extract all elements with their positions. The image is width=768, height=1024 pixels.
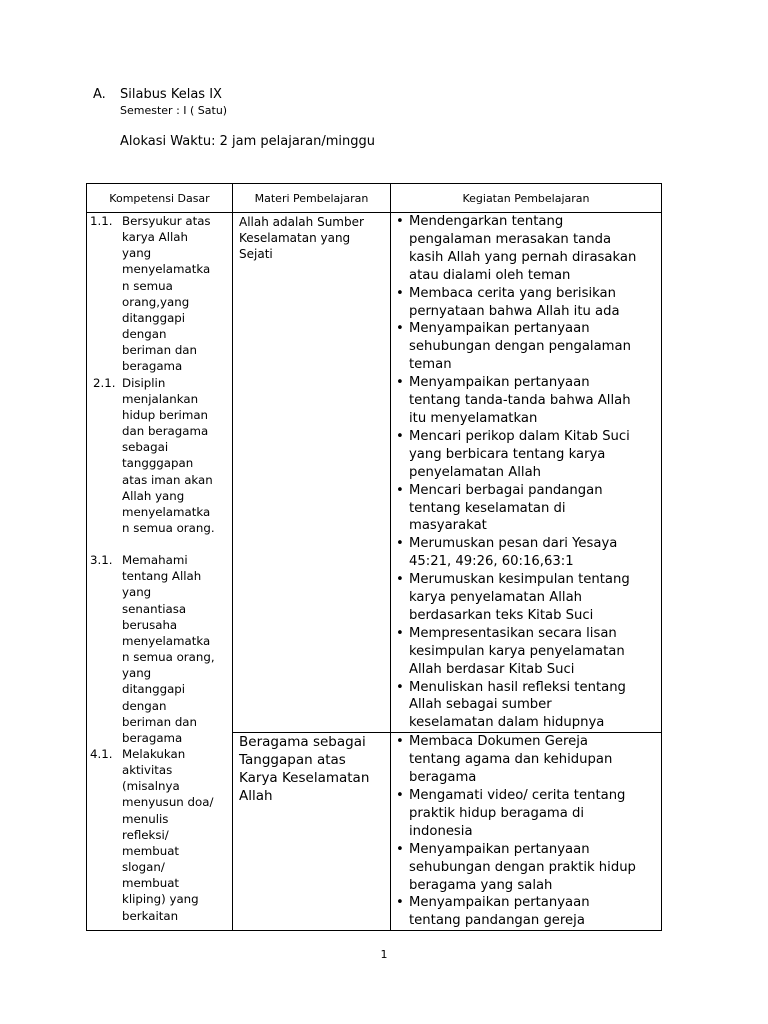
text-line: membuat <box>122 843 180 858</box>
text-line: tentang Allah <box>122 569 202 584</box>
text-line: tentang tanda-tanda bahwa Allah <box>409 393 631 409</box>
text-line: Allah yang <box>122 488 185 503</box>
text-line: menjalankan <box>122 391 199 406</box>
list-item <box>396 535 661 571</box>
text-line: n semua orang. <box>122 520 215 535</box>
text-line: Bersyukur atas <box>122 214 211 228</box>
kompetensi-list <box>87 213 232 924</box>
text-line: Merumuskan kesimpulan tentang <box>409 572 630 588</box>
text-line: Mengamati video/ cerita tentang <box>409 788 626 803</box>
materi-cell <box>233 733 391 931</box>
text-line: kesimpulan karya penyelamatan <box>409 643 625 659</box>
list-item <box>396 285 661 321</box>
list-item <box>396 733 661 787</box>
text-line: Allah berdasar Kitab Suci <box>409 661 575 677</box>
text-line: pengalaman merasakan tanda <box>409 231 612 247</box>
list-item <box>396 482 661 536</box>
text-line: aktivitas <box>122 763 173 778</box>
text-line: masyarakat <box>409 518 487 534</box>
time-allocation: Alokasi Waktu: 2 jam pelajaran/minggu <box>120 134 375 149</box>
text-line: menyusun doa/ <box>122 795 214 810</box>
text-line: Karya Keselamatan <box>239 770 370 787</box>
list-item <box>396 894 661 930</box>
text-line: menyelamatka <box>122 262 211 277</box>
text-line: kliping) yang <box>122 892 199 907</box>
text-line: dengan <box>122 327 167 342</box>
text-line: Allah adalah Sumber <box>239 215 364 229</box>
text-line: sehubungan dengan pengalaman <box>409 339 631 355</box>
text-line: karya Allah <box>122 230 188 245</box>
text-line: kasih Allah yang pernah dirasakan <box>409 249 637 265</box>
text-line: karya penyelamatan Allah <box>409 590 583 606</box>
text-line: itu menyelamatkan <box>409 410 538 426</box>
list-item <box>396 320 661 374</box>
text-line: menulis <box>122 811 169 826</box>
text-line: beriman dan <box>122 343 198 358</box>
header-kegiatan-pembelajaran: Kegiatan Pembelajaran <box>391 184 662 213</box>
list-item <box>396 841 661 895</box>
text-line: yang <box>122 585 152 600</box>
text-line: sehubungan dengan praktik hidup <box>409 859 636 875</box>
text-line: Allah sebagai sumber <box>409 697 552 713</box>
text-line: Menyampaikan pertanyaan <box>409 841 590 857</box>
text-line: keselamatan dalam hidupnya <box>409 715 605 731</box>
text-line: yang <box>122 246 152 261</box>
bullet-icon: • <box>396 214 404 229</box>
text-line: membuat <box>122 876 180 891</box>
text-line: Keselamatan yang <box>239 231 351 245</box>
text-line: Menyampaikan pertanyaan <box>409 375 590 391</box>
text-line: beragama yang salah <box>409 877 553 893</box>
kompetensi-item <box>87 213 232 375</box>
text-line: Beragama sebagai <box>239 734 366 751</box>
materi-cell <box>233 213 391 733</box>
text-line: Tanggapan atas <box>239 752 346 769</box>
text-line: Membaca cerita yang berisikan <box>409 285 616 301</box>
bullet-icon: • <box>396 625 404 641</box>
text-line: Menuliskan hasil refleksi tentang <box>409 679 626 695</box>
list-item <box>396 787 661 841</box>
text-line: ditanggapi <box>122 310 186 325</box>
text-line: tentang keselamatan di <box>409 500 566 516</box>
text-line: ditanggapi <box>122 682 186 697</box>
text-line: yang berbicara tentang karya <box>409 446 606 462</box>
text-line: tentang pandangan gereja <box>409 913 585 929</box>
kegiatan-cell <box>391 213 662 733</box>
text-line: tangggapan <box>122 456 194 471</box>
spacer <box>87 536 232 552</box>
bullet-icon: • <box>396 375 404 391</box>
bullet-icon: • <box>396 536 404 552</box>
text-line: atau dialami oleh teman <box>409 267 571 283</box>
text-line: senantiasa <box>122 601 187 616</box>
list-item <box>396 625 661 679</box>
text-line: Melakukan <box>122 747 186 761</box>
text-line: atas iman akan <box>122 472 213 487</box>
section-title: Silabus Kelas IX <box>120 87 222 102</box>
bullet-icon: • <box>396 321 404 337</box>
kompetensi-item <box>87 746 232 924</box>
text-line: refleksi/ <box>122 827 169 842</box>
header-kompetensi-dasar: Kompetensi Dasar <box>87 184 233 213</box>
kompetensi-number: 3.1. <box>90 553 113 568</box>
bullet-icon: • <box>396 895 404 911</box>
section-heading <box>93 87 222 103</box>
text-line: Mencari berbagai pandangan <box>409 482 603 498</box>
section-letter: A. <box>93 87 106 102</box>
list-item <box>396 679 661 733</box>
text-line: tentang agama dan kehidupan <box>409 752 613 768</box>
text-line: menyelamatka <box>122 504 211 519</box>
text-line: beragama <box>409 770 477 786</box>
semester-label: Semester : I ( Satu) <box>120 104 228 117</box>
kegiatan-cell <box>391 733 662 931</box>
header-materi-pembelajaran: Materi Pembelajaran <box>233 184 391 213</box>
text-line: pernyataan bahwa Allah itu ada <box>409 303 620 319</box>
bullet-icon: • <box>396 734 404 750</box>
list-item <box>396 374 661 428</box>
materi-text <box>233 213 390 262</box>
text-line: berkaitan <box>122 908 179 923</box>
text-line: Menyampaikan pertanyaan <box>409 321 590 337</box>
text-line: Menyampaikan pertanyaan <box>409 895 590 911</box>
materi-text <box>233 733 390 805</box>
text-line: Merumuskan pesan dari Yesaya <box>409 536 618 552</box>
kompetensi-item <box>87 552 232 746</box>
text-line: hidup beriman <box>122 407 209 422</box>
kompetensi-number: 2.1. <box>93 375 116 390</box>
text-line: beriman dan <box>122 714 198 729</box>
text-line: slogan/ <box>122 860 165 875</box>
bullet-icon: • <box>396 788 404 803</box>
text-line: n semua <box>122 278 173 293</box>
table-row <box>87 213 662 733</box>
bullet-icon: • <box>396 679 404 695</box>
text-line: Sejati <box>239 247 273 261</box>
list-item <box>396 213 661 285</box>
syllabus-table <box>86 183 662 931</box>
text-line: Mempresentasikan secara lisan <box>409 625 617 641</box>
text-line: berusaha <box>122 617 178 632</box>
text-line: Allah <box>239 788 273 805</box>
text-line: sebagai <box>122 440 169 455</box>
kegiatan-list <box>391 733 661 930</box>
text-line: dengan <box>122 698 167 713</box>
kompetensi-item <box>87 375 232 537</box>
kompetensi-dasar-cell <box>87 213 233 931</box>
text-line: 45:21, 49:26, 60:16,63:1 <box>409 554 574 570</box>
text-line: n semua orang, <box>122 650 215 665</box>
list-item <box>396 428 661 482</box>
text-line: penyelamatan Allah <box>409 464 542 480</box>
page-number: 1 <box>380 948 388 961</box>
kompetensi-number: 1.1. <box>90 214 113 228</box>
list-item <box>396 571 661 625</box>
text-line: Membaca Dokumen Gereja <box>409 734 588 750</box>
bullet-icon: • <box>396 285 404 301</box>
text-line: indonesia <box>409 823 473 839</box>
text-line: teman <box>409 357 452 373</box>
text-line: Disiplin <box>122 375 166 390</box>
kompetensi-number: 4.1. <box>90 747 113 761</box>
bullet-icon: • <box>396 428 404 444</box>
text-line: beragama <box>122 359 183 374</box>
text-line: praktik hidup beragama di <box>409 805 585 821</box>
text-line: Memahami <box>122 553 188 568</box>
kegiatan-list <box>391 213 661 732</box>
text-line: Mendengarkan tentang <box>409 214 564 229</box>
text-line: menyelamatka <box>122 633 211 648</box>
text-line: dan beragama <box>122 424 209 439</box>
text-line: beragama <box>122 730 183 745</box>
table-header-row <box>87 184 662 213</box>
text-line: (misalnya <box>122 779 180 794</box>
text-line: orang,yang <box>122 294 190 309</box>
bullet-icon: • <box>396 841 404 857</box>
text-line: yang <box>122 666 152 681</box>
text-line: berdasarkan teks Kitab Suci <box>409 607 594 623</box>
bullet-icon: • <box>396 572 404 588</box>
text-line: Mencari perikop dalam Kitab Suci <box>409 428 630 444</box>
bullet-icon: • <box>396 482 404 498</box>
